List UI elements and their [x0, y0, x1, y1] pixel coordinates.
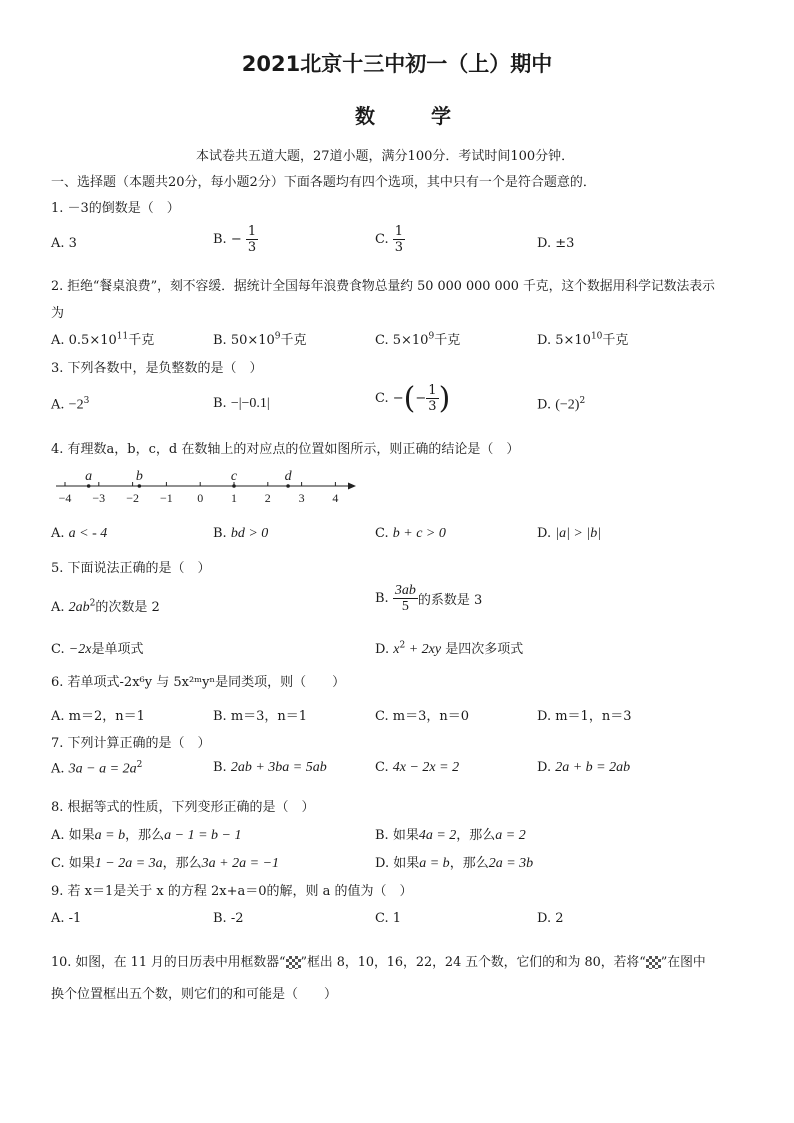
q6-option-d: D. m＝1，n＝3	[537, 709, 632, 724]
q3-option-a	[51, 396, 89, 413]
q3-d-label: D.	[537, 397, 552, 413]
q5-b-text: 的系数是 3	[417, 593, 483, 608]
q7-option-a	[51, 760, 142, 777]
q7-a-exp: 2	[136, 760, 143, 770]
q7-option-c	[375, 760, 459, 776]
q8-c-t: ，那么	[162, 856, 202, 871]
subject-title: 数学	[355, 104, 507, 128]
q3-d-expr: (−2)	[555, 397, 580, 413]
q4-c-expr: b + c > 0	[392, 526, 446, 541]
q1-b-num: 1	[247, 224, 257, 239]
q10-stem-part1: 10. 如图，在 11 月的日历表中用框数器“	[51, 955, 286, 970]
frame-counter-icon	[646, 956, 661, 969]
q3-c-inner-minus: −	[415, 391, 427, 406]
q1-option-a: A. 3	[51, 236, 77, 251]
q4-option-b	[213, 526, 268, 542]
number-line-point-b	[138, 484, 142, 488]
question-7-stem: 7. 下列计算正确的是（ ）	[51, 736, 211, 751]
q8-d-t: ，那么	[449, 856, 489, 871]
q3-b-expr: −|−0.1|	[230, 396, 270, 411]
q2-b-exp: 9	[274, 331, 281, 342]
q7-b-label: B.	[213, 760, 227, 775]
q1-b-fraction	[246, 224, 258, 255]
q6-option-c: C. m＝3，n＝0	[375, 709, 469, 724]
number-line-tick-label: −3	[92, 491, 106, 505]
q9-option-d: D. 2	[537, 911, 564, 926]
q4-option-a	[51, 526, 107, 542]
q3-c-label: C.	[375, 391, 389, 406]
q5-d-expr2: + 2xy	[405, 642, 442, 657]
number-line-point-label-c: c	[230, 469, 238, 484]
q5-a-label: A.	[51, 600, 65, 615]
q3-d-exp: 2	[579, 396, 586, 406]
question-6-stem: 6. 若单项式-2x⁶y 与 5x²ᵐyⁿ是同类项，则（ ）	[51, 675, 346, 690]
q5-c-expr: −2x	[68, 642, 92, 657]
q4-a-label: A.	[51, 526, 65, 541]
q5-option-c	[51, 638, 143, 658]
frame-counter-icon	[286, 956, 301, 969]
q8-a-t: ，那么	[125, 828, 165, 843]
q9-option-c: C. 1	[375, 911, 402, 926]
q5-b-num: 3ab	[394, 583, 416, 598]
q1-b-prefix: B. −	[213, 232, 242, 247]
q2-option-d	[537, 329, 628, 348]
q3-option-b	[213, 396, 270, 412]
q9-option-a: A. -1	[51, 911, 82, 926]
q2-option-a	[51, 329, 154, 348]
q7-d-expr: 2a + b = 2ab	[555, 760, 631, 775]
q3-option-c	[375, 381, 450, 416]
q4-option-d	[537, 526, 601, 542]
q8-d-e1: a = b	[419, 856, 450, 871]
q8-a-e2: a − 1 = b − 1	[164, 828, 242, 843]
q2-a-base: A. 0.5×10	[51, 333, 117, 348]
number-line-point-a	[87, 484, 91, 488]
question-9-stem: 9. 若 x＝1是关于 x 的方程 2x+a＝0的解，则 a 的值为（ ）	[51, 884, 413, 899]
q8-b-e2: a = 2	[495, 828, 526, 843]
q2-b-unit: 千克	[280, 333, 307, 348]
q8-a-label: A. 如果	[51, 828, 95, 843]
q8-option-d	[375, 852, 533, 872]
q3-c-den: 3	[428, 399, 437, 414]
q4-b-label: B.	[213, 526, 227, 541]
q7-d-label: D.	[537, 760, 552, 775]
q1-option-b	[213, 224, 258, 255]
q8-b-t: ，那么	[456, 828, 496, 843]
question-3-stem: 3. 下列各数中，是负整数的是（ ）	[51, 361, 263, 376]
q5-a-text: 的次数是 2	[95, 600, 160, 615]
section-heading: 一、选择题（本题共20分，每小题2分）下面各题均有四个选项，其中只有一个是符合题意的．	[51, 175, 596, 190]
q2-a-unit: 千克	[128, 333, 155, 348]
question-4-stem: 4. 有理数a，b，c，d 在数轴上的对应点的位置如图所示，则正确的结论是（ ）	[51, 442, 520, 457]
q2-b-base: B. 50×10	[213, 333, 275, 348]
q3-c-num: 1	[428, 383, 437, 398]
q3-c-fraction	[426, 383, 438, 414]
q8-option-b	[375, 824, 526, 844]
number-line-tick-label: 3	[298, 491, 305, 505]
number-line-point-d	[286, 484, 290, 488]
q5-d-label: D.	[375, 642, 390, 657]
number-line-point-label-d: d	[284, 469, 292, 484]
q7-c-label: C.	[375, 760, 389, 775]
q1-c-prefix: C.	[375, 232, 389, 247]
q3-c-rparen: )	[438, 381, 451, 416]
q2-c-unit: 千克	[434, 333, 461, 348]
q7-option-d	[537, 760, 630, 776]
question-5-stem: 5. 下面说法正确的是（ ）	[51, 561, 211, 576]
q1-option-c	[375, 224, 405, 255]
number-line-tick-label: 1	[231, 491, 237, 505]
q4-a-expr: a < - 4	[68, 526, 108, 541]
q1-c-den: 3	[394, 240, 404, 255]
q2-d-unit: 千克	[602, 333, 629, 348]
q8-option-c	[51, 852, 279, 872]
q5-option-b	[375, 583, 482, 614]
q8-c-e2: 3a + 2a = −1	[201, 856, 280, 871]
question-1-stem: 1. －3的倒数是（ ）	[51, 201, 180, 216]
question-10-stem-line1	[51, 951, 706, 970]
q2-d-base: D. 5×10	[537, 333, 591, 348]
q8-b-label: B. 如果	[375, 828, 419, 843]
q5-d-exp: 2	[399, 640, 406, 651]
q3-a-label: A.	[51, 397, 65, 413]
number-line-figure	[50, 462, 360, 510]
q8-a-e1: a = b	[94, 828, 126, 843]
number-line-tick-label: −4	[58, 491, 72, 505]
q5-c-label: C.	[51, 642, 65, 657]
q3-a-exp: 3	[83, 396, 90, 406]
q1-option-d: D. ±3	[537, 236, 575, 251]
number-line-tick-label: 4	[332, 491, 339, 505]
exam-instructions: 本试卷共五道大题，27道小题，满分100分．考试时间100分钟．	[196, 149, 575, 164]
q2-d-exp: 10	[590, 331, 603, 342]
q8-option-a	[51, 824, 241, 844]
q5-a-expr: 2ab	[68, 600, 90, 615]
q5-a-exp: 2	[89, 598, 96, 609]
question-8-stem: 8. 根据等式的性质，下列变形正确的是（ ）	[51, 800, 315, 815]
number-line-tick-label: −1	[160, 491, 173, 505]
q5-option-d	[375, 638, 523, 658]
q7-c-expr: 4x − 2x = 2	[392, 760, 460, 775]
q7-a-label: A.	[51, 761, 65, 777]
q7-b-expr: 2ab + 3ba = 5ab	[230, 760, 327, 775]
q8-c-label: C. 如果	[51, 856, 95, 871]
number-line-point-label-b: b	[135, 469, 143, 484]
number-line-point-label-a: a	[85, 469, 93, 484]
q10-stem-part2: ”框出 8，10，16，22，24 五个数，它们的和为 80，若将“	[300, 955, 646, 970]
q1-c-fraction	[393, 224, 405, 255]
page-title: 2021北京十三中初一（上）期中	[241, 52, 553, 76]
q3-b-label: B.	[213, 396, 227, 411]
q4-d-label: D.	[537, 526, 552, 541]
q5-c-text: 是单项式	[91, 642, 144, 657]
q3-c-lparen: (	[403, 381, 416, 416]
q5-b-fraction	[393, 583, 418, 614]
number-line-arrow	[348, 483, 356, 490]
question-10-stem-line2: 换个位置框出五个数，则它们的和可能是（ ）	[51, 987, 338, 1002]
q9-option-b: B. -2	[213, 911, 244, 926]
q4-option-c	[375, 526, 446, 542]
number-line-point-c	[232, 484, 236, 488]
q5-b-den: 5	[401, 599, 409, 614]
q2-option-c	[375, 329, 460, 348]
q7-option-b	[213, 760, 327, 776]
q5-option-a	[51, 596, 160, 616]
q8-b-e1: 4a = 2	[418, 828, 457, 843]
number-line-tick-label: −2	[126, 491, 139, 505]
q5-b-label: B.	[375, 591, 389, 606]
question-2-stem-line1: 2. 拒绝“餐桌浪费”，刻不容缓．据统计全国每年浪费食物总量约 50 000 000 000 千克，这个数据用科学记数法表示	[51, 279, 715, 294]
q6-option-b: B. m＝3，n＝1	[213, 709, 308, 724]
q10-stem-part3: ”在图中	[660, 955, 706, 970]
q7-a-expr: 3a − a = 2a	[68, 761, 137, 777]
q1-c-num: 1	[394, 224, 404, 239]
q5-d-text: 是四次多项式	[445, 642, 524, 657]
q3-option-d	[537, 396, 585, 413]
q6-option-a: A. m＝2，n＝1	[51, 709, 145, 724]
q4-c-label: C.	[375, 526, 389, 541]
q8-c-e1: 1 − 2a = 3a	[94, 856, 163, 871]
number-line-tick-label: 0	[197, 491, 204, 505]
q1-b-den: 3	[247, 240, 257, 255]
q2-option-b	[213, 329, 307, 348]
question-2-stem-line2: 为	[51, 306, 65, 321]
q8-d-e2: 2a = 3b	[488, 856, 534, 871]
q5-d-expr1: x	[393, 642, 400, 657]
q4-d-expr: |a| > |b|	[555, 526, 602, 541]
number-line-tick-label: 2	[264, 491, 271, 505]
q8-d-label: D. 如果	[375, 856, 420, 871]
q2-a-exp: 11	[116, 331, 129, 342]
q2-c-base: C. 5×10	[375, 333, 429, 348]
q3-c-minus: −	[392, 391, 404, 406]
q3-a-expr: −2	[68, 397, 84, 413]
q2-c-exp: 9	[428, 331, 435, 342]
q4-b-expr: bd > 0	[230, 526, 269, 541]
